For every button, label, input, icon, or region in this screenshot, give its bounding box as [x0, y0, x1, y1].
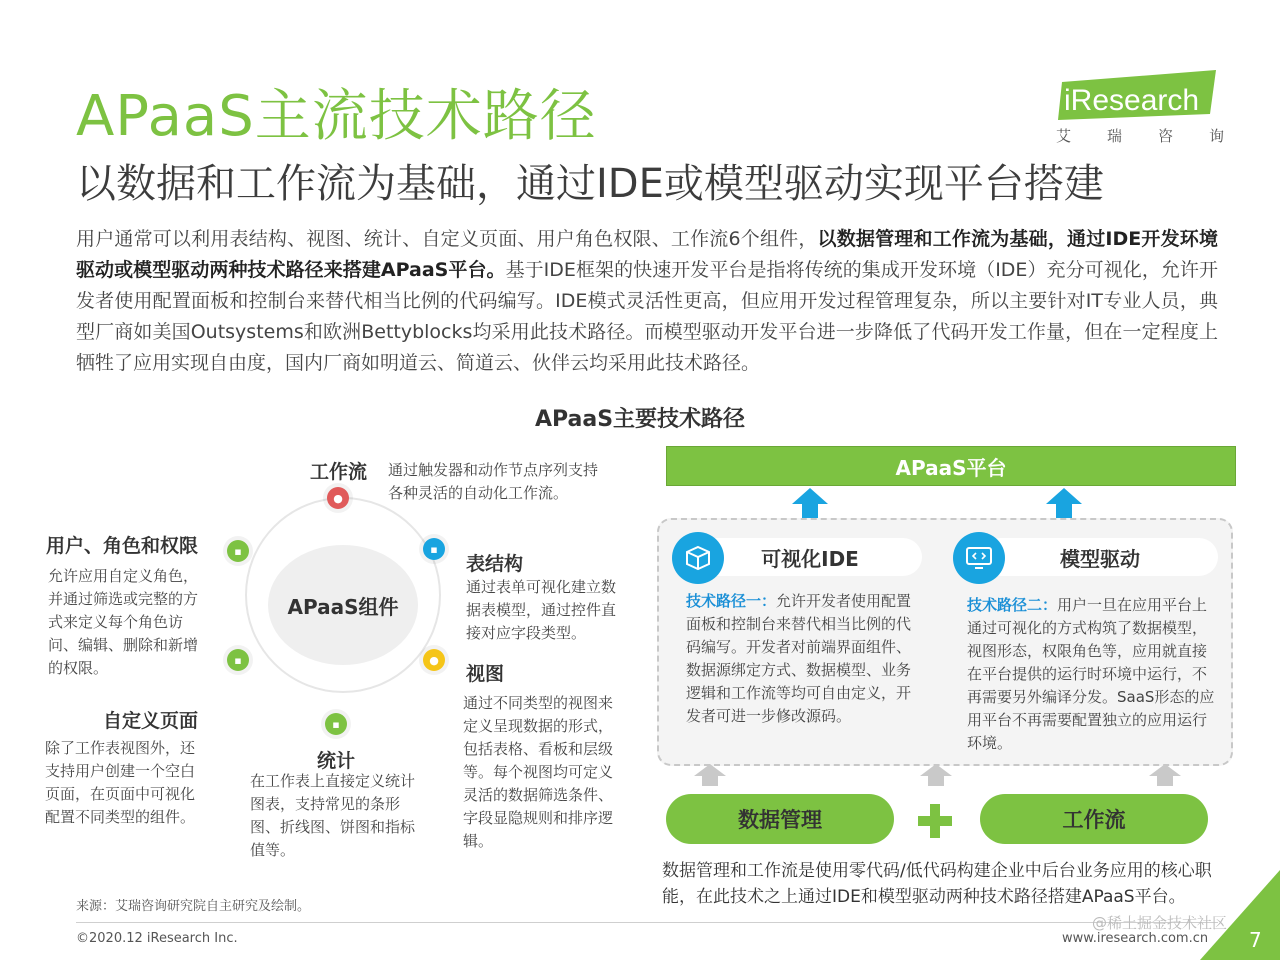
model-heading: 模型驱动 — [982, 538, 1218, 576]
workflow-icon: ● — [327, 487, 349, 509]
data-management-pill: 数据管理 — [666, 794, 894, 844]
up-arrow-icon — [1044, 488, 1084, 518]
up-arrow-icon — [918, 764, 954, 786]
page-title: APaaS主流技术路径 — [76, 84, 597, 149]
ide-route-desc: 技术路径一：允许开发者使用配置面板和控制台来替代相当比例的代码编写。开发者对前端界面组件、数据源绑定方式、数据模型、业务逻辑和工作流等均可自由定义，开发者可进一步修改源码。 — [686, 592, 912, 725]
code-screen-icon — [953, 532, 1005, 584]
up-arrow-icon — [1147, 764, 1183, 786]
roles-desc: 允许应用自定义角色，并通过筛选或完整的方式来定义每个角色访问、编辑、删除和新增的权限。 — [48, 567, 199, 677]
page-icon: ▪ — [227, 649, 249, 671]
box-icon — [672, 532, 724, 584]
page-number: 7 — [1249, 928, 1262, 952]
page-label: 自定义页面 — [103, 710, 199, 732]
view-icon: ● — [423, 649, 445, 671]
workflow-pill: 工作流 — [980, 794, 1208, 844]
model-route-desc: 技术路径二：用户一旦在应用平台上通过可视化的方式构筑了数据模型，视图形态，权限角色等，应用就直接在平台提供的运行时环境中运行，不再需要另外编译分发。SaaS形态的应用平台不再需要配置独立的应用运行环境。 — [967, 596, 1215, 752]
ide-heading: 可视化IDE — [698, 538, 922, 576]
source-note: 来源：艾瑞咨询研究院自主研究及绘制。 — [76, 899, 311, 914]
up-arrow-icon — [692, 764, 728, 786]
website: www.iresearch.com.cn — [1062, 931, 1209, 946]
table-label: 表结构 — [466, 553, 524, 575]
page-subtitle: 以数据和工作流为基础，通过IDE或模型驱动实现平台搭建 — [76, 161, 1104, 207]
workflow-label: 工作流 — [310, 461, 368, 483]
intro-paragraph: 用户通常可以利用表结构、视图、统计、自定义页面、用户角色权限、工作流6个组件，以数据管理和工作流为基础，通过IDE开发环境驱动或模型驱动两种技术路径来搭建APaaS平台。基于IDE框架的快速开发平台是指将传统的集成开发环境（IDE）充分可视化，允许开发者使用配置面板和控制台来替代相当比例的代码编写。IDE模式灵活性更高，但应用开发过程管理复杂，所以主要针对IT专业人员，典型厂商如美国Outsystems和欧洲Bettyblocks均采用此技术路径。而模型驱动开发平台进一步降低了代码开发工作量，但在一定程度上牺牲了应用实现自由度，国内厂商如明道云、简道云、伙伴云均采用此技术路径。 — [76, 228, 1218, 374]
stats-desc: 在工作表上直接定义统计图表，支持常见的条形图、折线图、饼图和指标值等。 — [250, 772, 416, 859]
table-desc: 通过表单可视化建立数据表模型，通过控件直接对应字段类型。 — [466, 578, 617, 642]
stats-icon: ▪ — [325, 713, 347, 735]
roles-label: 用户、角色和权限 — [46, 535, 199, 557]
up-arrow-icon — [790, 488, 830, 518]
stats-label: 统计 — [317, 750, 356, 772]
figure-title: APaaS主要技术路径 — [534, 407, 746, 432]
roles-icon: ▪ — [227, 540, 249, 562]
logo-tagline: 艾 瑞 咨 询 — [1056, 127, 1224, 145]
routes-note: 数据管理和工作流是使用零代码/低代码构建企业中后台业务应用的核心职能，在此技术之上通过IDE和模型驱动两种技术路径搭建APaaS平台。 — [662, 861, 1212, 907]
view-label: 视图 — [466, 663, 505, 685]
copyright: ©2020.12 iResearch Inc. — [76, 931, 238, 946]
component-center: APaaS组件 — [268, 545, 418, 665]
footer-divider — [76, 922, 1218, 923]
apaas-platform-bar: APaaS平台 — [666, 446, 1236, 486]
workflow-desc: 通过触发器和动作节点序列支持各种灵活的自动化工作流。 — [388, 461, 599, 502]
view-desc: 通过不同类型的视图来定义呈现数据的形式，包括表格、看板和层级等。每个视图均可定义灵活的数据筛选条件、字段显隐规则和排序逻辑。 — [463, 694, 614, 850]
page-desc: 除了工作表视图外，还支持用户创建一个空白页面，在页面中可视化配置不同类型的组件。 — [45, 739, 196, 826]
table-icon: ▪ — [423, 538, 445, 560]
plus-icon — [918, 804, 952, 838]
watermark: @稀土掘金技术社区 — [1092, 914, 1228, 932]
logo-text: iResearch — [1064, 84, 1200, 117]
intro-bold: 以数据管理和工作流为基础，通过IDE开发环境驱动或模型驱动两种技术路径来搭建APaaS平台。 — [76, 228, 1218, 281]
